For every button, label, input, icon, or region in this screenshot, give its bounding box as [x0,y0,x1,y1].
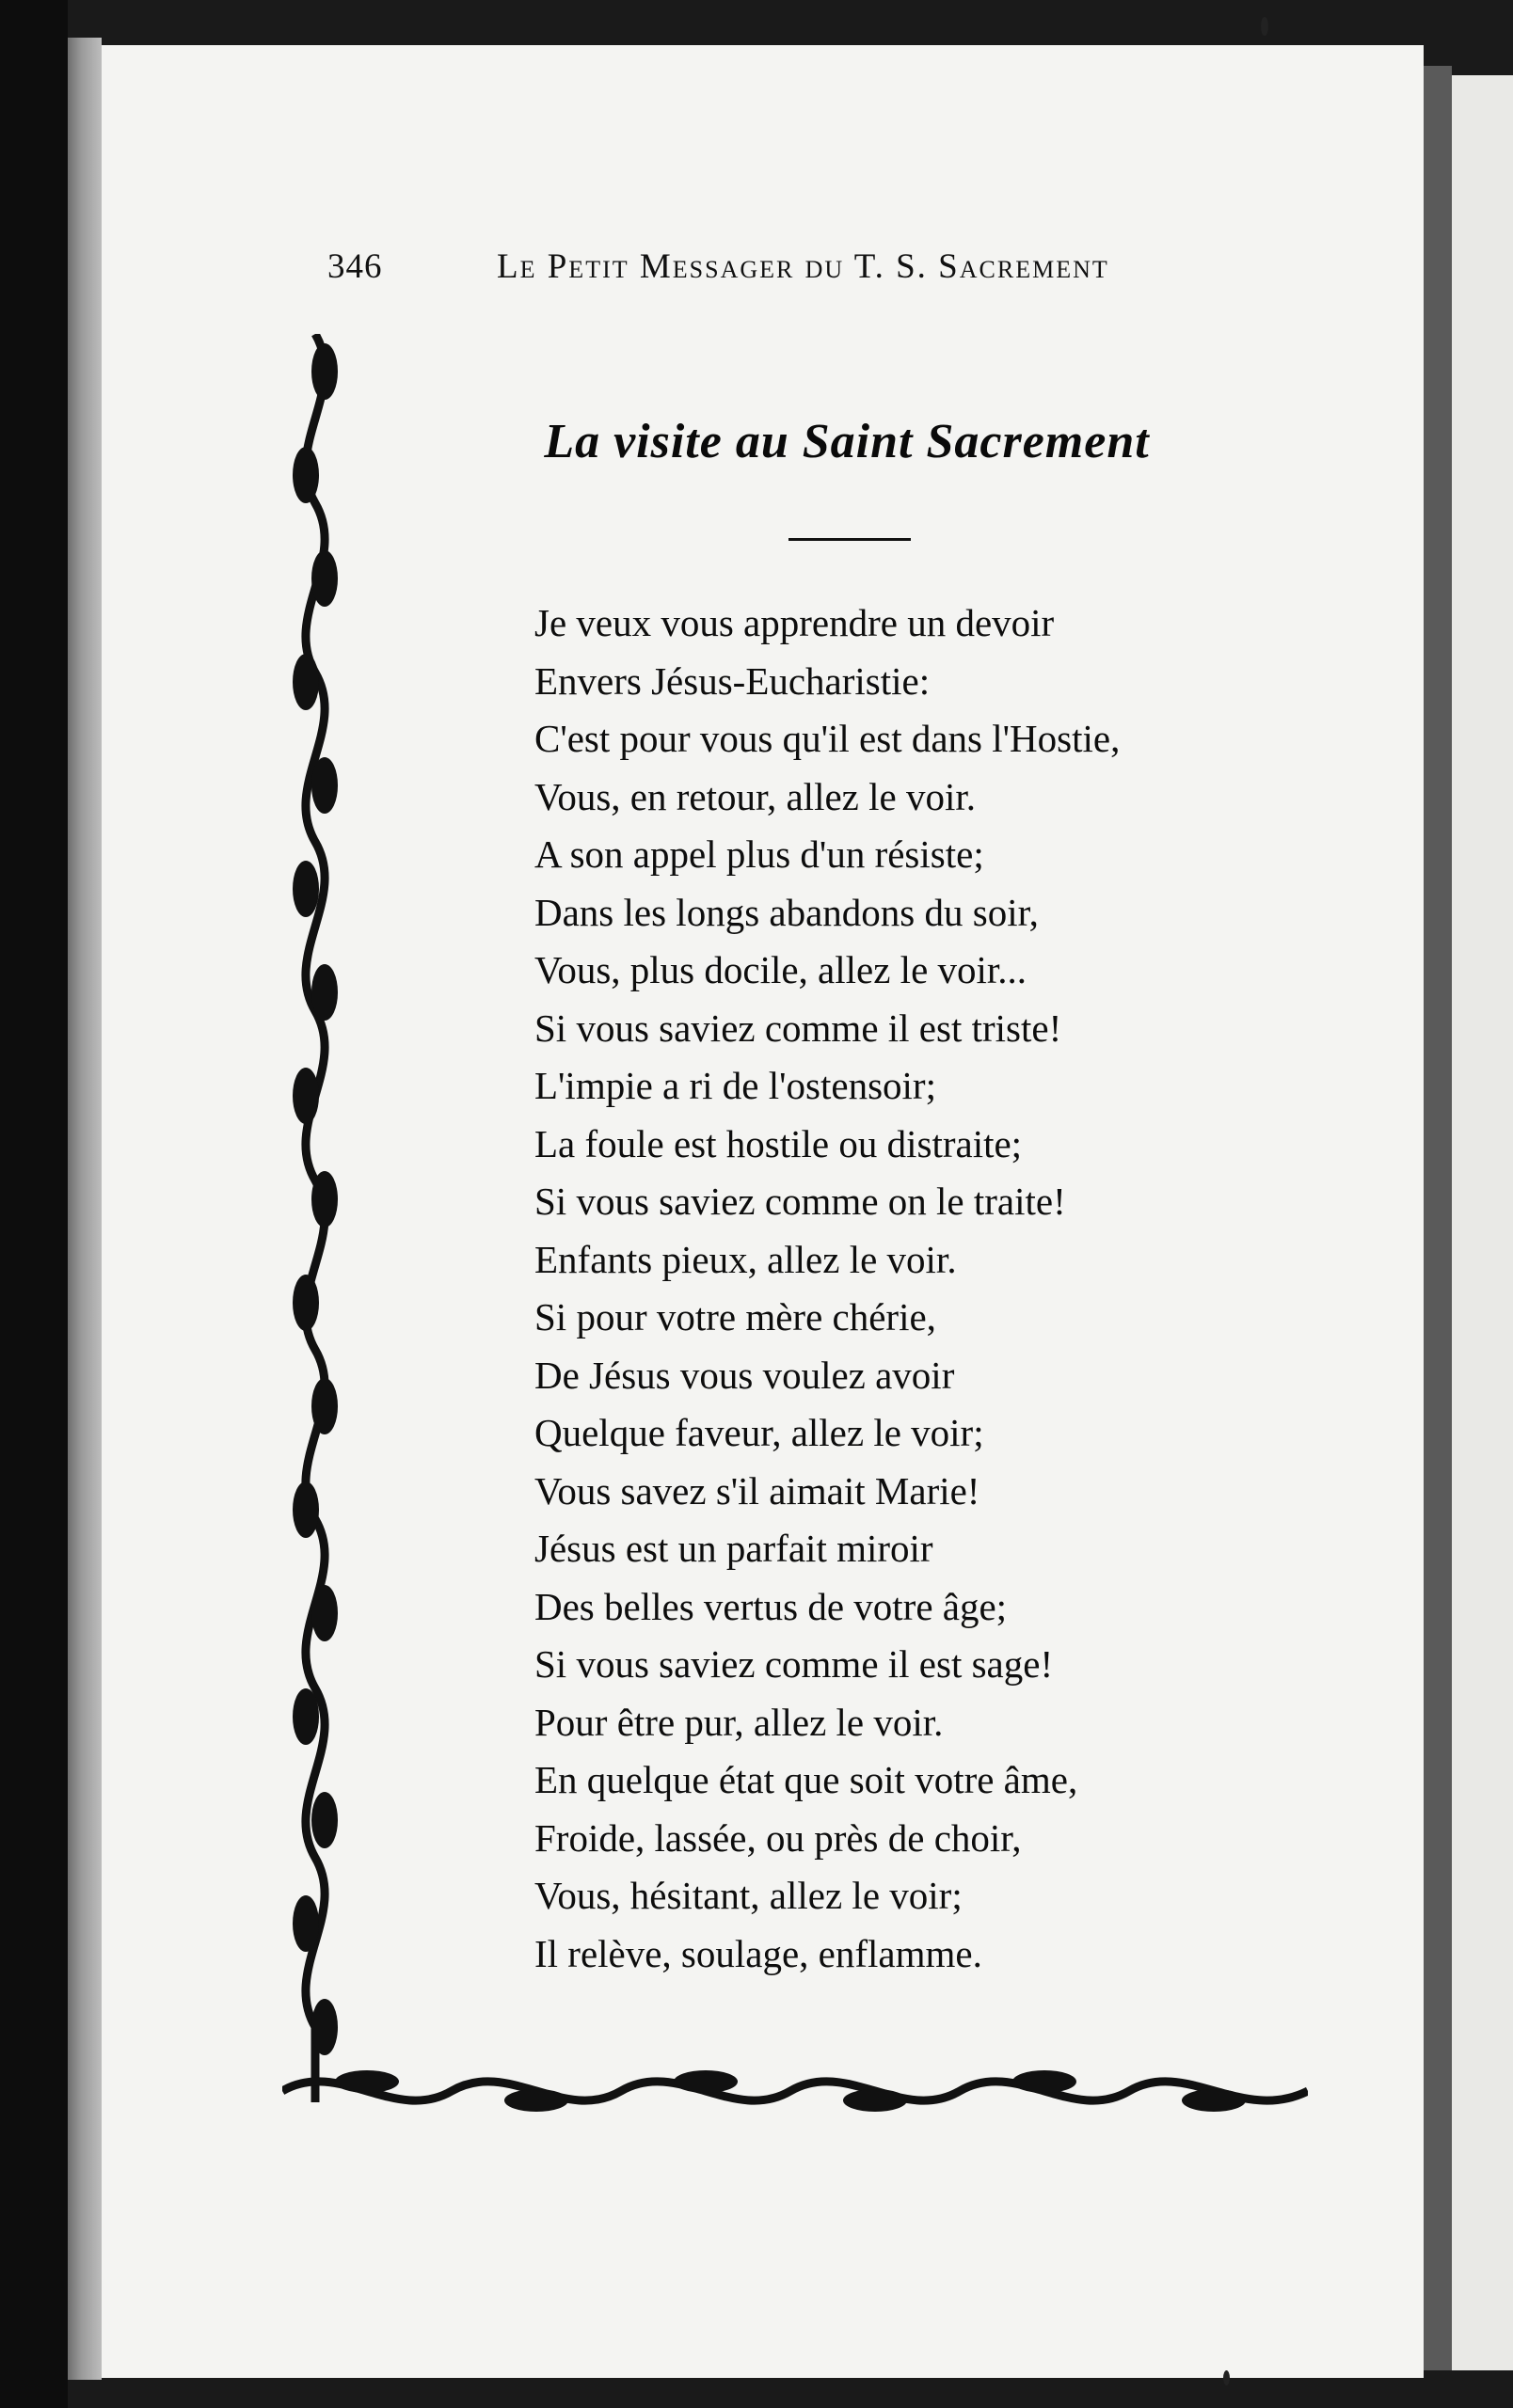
poem-body [534,594,1287,1983]
poem-line: Vous, en retour, allez le voir. [534,774,976,818]
poem-line: Envers Jésus-Eucharistie: [534,658,931,703]
poem-line: Jésus est un parfait miroir [534,1527,933,1570]
poem-line: Vous, hésitant, allez le voir; [534,1874,963,1917]
poem-line: Enfants pieux, allez le voir. [534,1237,957,1281]
poem-line: Vous, plus docile, allez le voir... [534,948,1027,991]
poem-line: Si vous saviez comme il est triste! [534,1006,1062,1050]
poem-line: Quelque faveur, allez le voir; [534,1411,984,1454]
page-number: 346 [327,247,383,286]
poem-line: En quelque état que soit votre âme, [534,1758,1078,1801]
poem-line: C'est pour vous qu'il est dans l'Hostie, [534,717,1121,760]
horizontal-vine-ornament [282,2049,1308,2133]
poem-title: La visite au Saint Sacrement [544,415,1150,468]
poem-line: A son appel plus d'un résiste; [534,832,984,876]
scan-speck [1261,17,1268,36]
poem-line: Il relève, soulage, enflamme. [534,1931,982,1975]
scan-left-margin [0,0,68,2408]
scan-speck [1223,2370,1230,2385]
poem-line: Vous savez s'il aimait Marie! [534,1468,980,1513]
title-rule [788,538,911,541]
page-header [327,246,1174,293]
binding-shadow [1424,66,1452,2370]
poem-line: Je veux vous apprendre un devoir [534,601,1055,644]
poem-line: De Jésus vous voulez avoir [534,1353,955,1397]
poem-line: Si pour votre mère chérie, [534,1295,936,1339]
poem-line: Froide, lassée, ou près de choir, [534,1815,1022,1860]
poem-line: Des belles vertus de votre âge; [534,1584,1008,1628]
poem-line: La foule est hostile ou distraite; [534,1121,1023,1165]
vertical-vine-ornament [273,334,358,2102]
facing-page-edge [1452,75,1513,2370]
poem-line: Si vous saviez comme on le traite! [534,1180,1066,1223]
poem-line: Pour être pur, allez le voir. [534,1700,944,1744]
poem-line: Dans les longs abandons du soir, [534,890,1039,934]
running-title: Le Petit Messager du T. S. Sacrement [497,247,1109,286]
page-stack-edge [68,38,102,2380]
poem-line: Si vous saviez comme il est sage! [534,1642,1054,1686]
poem-line: L'impie a ri de l'ostensoir; [534,1064,936,1107]
